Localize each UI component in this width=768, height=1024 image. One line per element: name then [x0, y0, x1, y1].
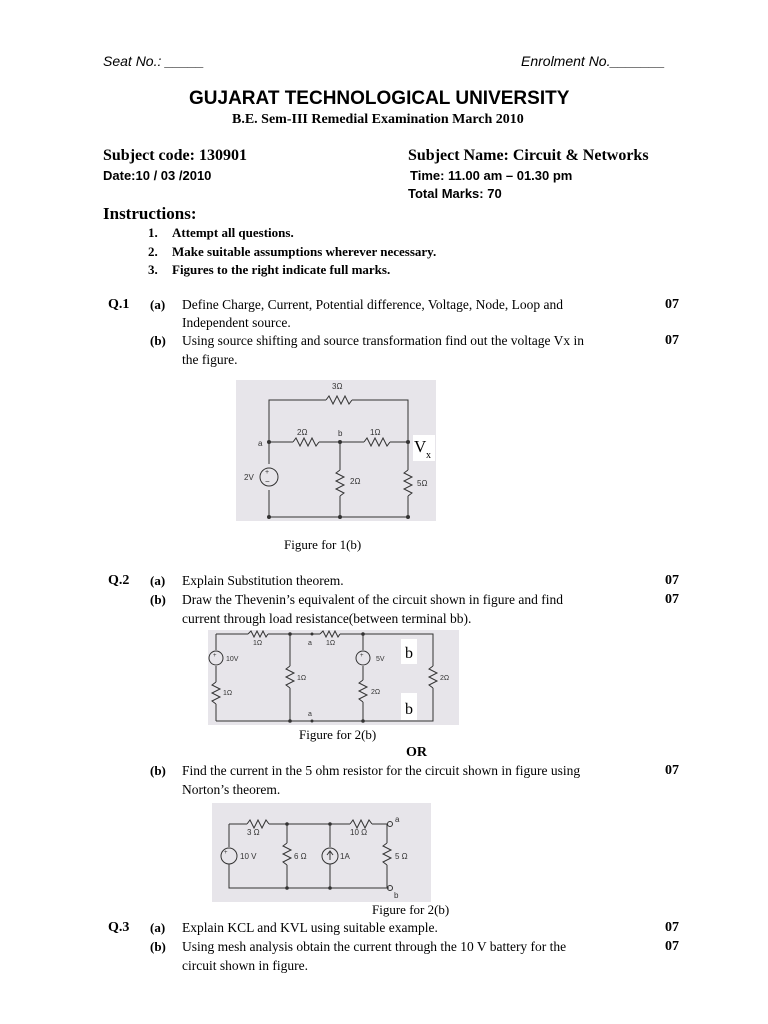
question-text: Using mesh analysis obtain the current through the 10 V battery for the: [182, 939, 567, 954]
instruction-number: 2.: [148, 244, 158, 259]
marks: 07: [665, 939, 679, 954]
node-label: a: [308, 711, 312, 718]
question-text: Define Charge, Current, Potential difference, Voltage, Node, Loop and: [182, 297, 564, 312]
node-label: b: [394, 891, 399, 900]
resistor-label: 2Ω: [297, 428, 308, 437]
source-label: 5V: [376, 656, 385, 663]
question-text: Independent source.: [182, 315, 291, 330]
part-label: (a): [150, 573, 166, 588]
question-number: Q.1: [108, 297, 130, 312]
terminal-label-b: b: [405, 645, 413, 662]
exam-date: Date:10 / 03 /2010: [103, 168, 212, 183]
node-label: a: [308, 640, 312, 647]
part-label: (b): [150, 939, 166, 954]
resistor-label: 3 Ω: [247, 828, 260, 837]
question-text: Explain KCL and KVL using suitable example.: [182, 920, 438, 935]
question-text: Find the current in the 5 ohm resistor for the circuit shown in figure using: [182, 763, 581, 778]
exam-time: Time: 11.00 am – 01.30 pm: [410, 168, 573, 183]
svg-text:+: +: [265, 469, 270, 476]
instruction-text: Make suitable assumptions wherever necessary.: [172, 244, 437, 259]
total-marks: Total Marks: 70: [408, 186, 502, 201]
svg-text:−: −: [265, 477, 270, 486]
svg-text:+: +: [360, 653, 364, 659]
resistor-label: 6 Ω: [294, 852, 307, 861]
figure-caption: Figure for 1(b): [284, 537, 362, 552]
resistor-label: 5 Ω: [395, 852, 408, 861]
instruction-text: Figures to the right indicate full marks.: [172, 262, 391, 277]
marks: 07: [665, 920, 679, 935]
resistor-label: 1Ω: [223, 690, 233, 697]
question-text: circuit shown in figure.: [182, 958, 308, 973]
subject-code: Subject code: 130901: [103, 147, 247, 164]
part-label: (a): [150, 920, 166, 935]
resistor-label: 2Ω: [440, 675, 450, 682]
circuit-figure-1: [236, 380, 436, 521]
part-label: (b): [150, 592, 166, 607]
instruction-number: 3.: [148, 262, 158, 277]
question-text: current through load resistance(between terminal bb).: [182, 611, 472, 626]
vx-label: V: [414, 437, 427, 456]
question-number: Q.2: [108, 573, 130, 588]
marks: 07: [665, 573, 679, 588]
marks: 07: [665, 333, 679, 348]
svg-text:+: +: [213, 653, 217, 659]
enrolment-number: Enrolment No._______: [521, 53, 665, 69]
question-number: Q.3: [108, 920, 130, 935]
question-text: Draw the Thevenin’s equivalent of the circuit shown in figure and find: [182, 592, 564, 607]
node-label: b: [338, 429, 343, 438]
question-text: Norton’s theorem.: [182, 782, 281, 797]
marks: 07: [665, 592, 679, 607]
instruction-number: 1.: [148, 225, 158, 240]
seat-number: Seat No.: _____: [103, 53, 205, 69]
part-label: (b): [150, 333, 166, 348]
node-label: a: [395, 815, 400, 824]
exam-title: B.E. Sem-III Remedial Examination March 2010: [232, 112, 524, 127]
svg-text:+: +: [224, 850, 228, 856]
instruction-text: Attempt all questions.: [172, 225, 294, 240]
vx-subscript: x: [426, 450, 431, 461]
resistor-label: 3Ω: [332, 382, 343, 391]
resistor-label: 5Ω: [417, 479, 428, 488]
resistor-label: 1Ω: [326, 640, 336, 647]
circuit-figure-2: [208, 630, 459, 725]
instructions-heading: Instructions:: [103, 204, 197, 223]
university-title: GUJARAT TECHNOLOGICAL UNIVERSITY: [189, 88, 570, 109]
marks: 07: [665, 297, 679, 312]
source-label: 1A: [340, 852, 350, 861]
resistor-label: 10 Ω: [350, 828, 368, 837]
part-label: (b): [150, 763, 166, 778]
terminal-label-b: b: [405, 701, 413, 718]
resistor-label: 2Ω: [350, 477, 361, 486]
resistor-label: 1Ω: [370, 428, 381, 437]
subject-name: Subject Name: Circuit & Networks: [408, 147, 649, 164]
question-text: Using source shifting and source transformation find out the voltage Vx in: [182, 333, 585, 348]
question-text: the figure.: [182, 352, 238, 367]
figure-caption: Figure for 2(b): [372, 902, 450, 917]
resistor-label: 1Ω: [253, 640, 263, 647]
or-separator: OR: [406, 745, 427, 760]
marks: 07: [665, 763, 679, 778]
question-text: Explain Substitution theorem.: [182, 573, 344, 588]
source-label: 10 V: [240, 852, 257, 861]
figure-caption: Figure for 2(b): [299, 727, 377, 742]
source-label: 10V: [226, 656, 239, 663]
circuit-figure-3: [212, 803, 431, 902]
source-label: 2V: [244, 473, 254, 482]
part-label: (a): [150, 297, 166, 312]
node-label: a: [258, 439, 263, 448]
resistor-label: 1Ω: [297, 675, 307, 682]
resistor-label: 2Ω: [371, 689, 381, 696]
